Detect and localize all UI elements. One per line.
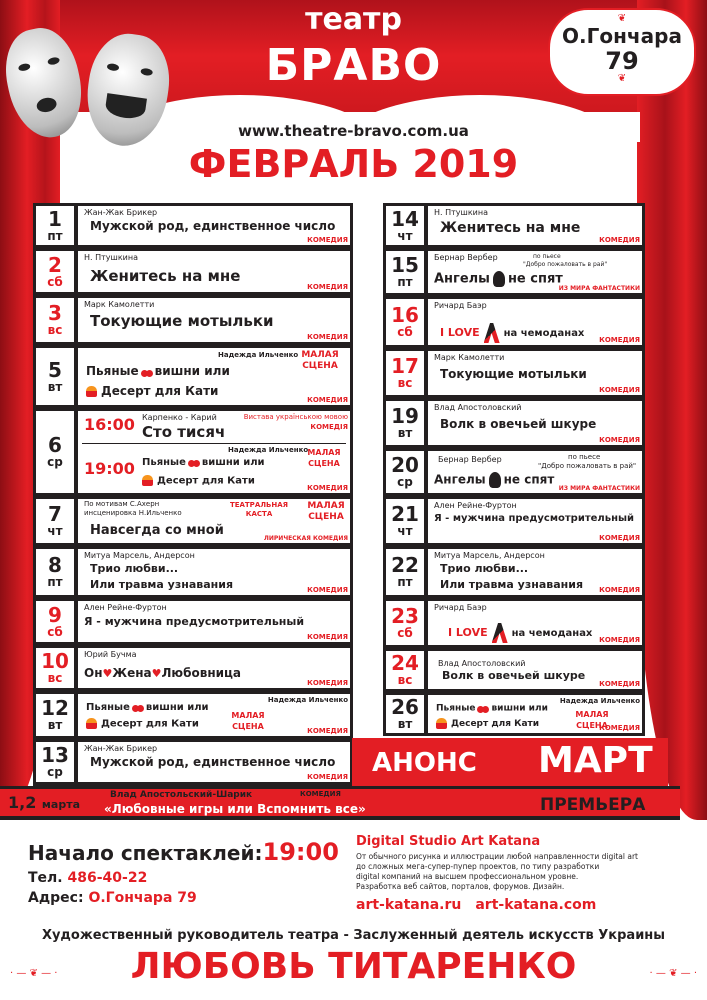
source-note: по пьесе <box>568 453 601 461</box>
show-cell[interactable] <box>428 206 642 245</box>
schedule-row <box>33 203 353 248</box>
author: Марк Камолетти <box>434 353 505 362</box>
contact-info <box>28 838 339 906</box>
genre: КОМЕДИЯ <box>307 396 348 404</box>
weekday: пт <box>397 275 413 289</box>
day-number: 14 <box>391 206 419 231</box>
cake-icon <box>86 718 97 729</box>
weekday: сб <box>397 325 413 339</box>
day-cell <box>386 499 424 543</box>
author: Ален Рейне-Фуртон <box>434 501 517 510</box>
play-title: Я - мужчина предусмотрительный <box>84 615 305 628</box>
day-number: 9 <box>48 602 62 627</box>
genre: ИЗ МИРА ФАНТАСТИКИ <box>558 485 640 492</box>
play-title-part: вишни или <box>154 364 230 378</box>
show-cell[interactable] <box>428 695 642 733</box>
author: Влад Апостоловский <box>438 659 526 668</box>
day-cell <box>36 499 74 543</box>
troupe-label: ТЕАТРАЛЬНАЯ КАСТА <box>229 501 289 518</box>
show-cell[interactable] <box>78 206 350 245</box>
source-note: по пьесе <box>533 253 561 260</box>
show-time: 16:00 <box>84 415 135 434</box>
announcement-label: АНОНС <box>372 748 477 778</box>
day-cell <box>36 298 74 342</box>
angel-icon <box>489 472 501 488</box>
day-cell <box>36 206 74 245</box>
day-number: 26 <box>391 695 419 719</box>
show-cell[interactable] <box>78 411 350 493</box>
theatre-word: театр <box>305 2 402 37</box>
schedule-row <box>383 296 645 348</box>
schedule-row <box>383 348 645 398</box>
schedule-row <box>383 448 645 496</box>
genre: КОМЕДИЯ <box>307 586 348 594</box>
schedule-row <box>383 546 645 598</box>
studio-name: Digital Studio Art Katana <box>356 834 541 849</box>
day-number: 23 <box>391 604 419 628</box>
weekday: сб <box>397 626 413 640</box>
genre: КОМЕДИЯ <box>307 333 348 341</box>
address-value: О.Гончара 79 <box>88 890 197 906</box>
author: Карпенко - Карий <box>142 413 217 422</box>
play-title: Мужской род, единственное число <box>90 219 336 233</box>
play-title-part: Пьяные <box>142 457 186 468</box>
dancers-icon <box>484 323 500 343</box>
weekday: чт <box>397 228 413 243</box>
show-cell[interactable] <box>78 601 350 642</box>
director-title: Художественный руководитель театра - Заслуженный деятель искусств Украины <box>41 928 666 943</box>
genre: КОМЕДИЯ <box>307 679 348 687</box>
show-cell[interactable] <box>428 351 642 395</box>
premiere-author: Влад Апостольский-Шарик <box>110 790 253 800</box>
show-cell[interactable] <box>78 549 350 595</box>
day-cell <box>386 251 424 293</box>
weekday: чт <box>397 524 413 538</box>
author: Юрий Бучма <box>84 650 137 659</box>
premiere-genre: КОМЕДИЯ <box>300 790 341 798</box>
day-number: 12 <box>41 696 69 720</box>
schedule-row <box>383 648 645 692</box>
play-title-part: вишни или <box>145 702 209 713</box>
schedule-row <box>33 408 353 496</box>
author: Ричард Баэр <box>434 603 487 612</box>
show-cell[interactable] <box>428 451 642 493</box>
play-title-part: на чемоданах <box>503 328 585 339</box>
heart-icon: ♥ <box>102 667 113 680</box>
announcement-banner <box>352 738 668 790</box>
play-title: Токующие мотыльки <box>440 367 587 381</box>
weekday: вс <box>397 673 413 687</box>
play-title-part: Десерт для Кати <box>101 718 199 730</box>
scene-label: МАЛАЯ СЦЕНА <box>307 448 341 468</box>
author: Митуа Марсель, Андерсон <box>84 551 195 560</box>
day-cell <box>36 694 74 736</box>
day-cell <box>386 206 424 245</box>
schedule-row <box>33 248 353 295</box>
play-title-part: вишни или <box>201 457 265 468</box>
day-number: 22 <box>391 553 419 577</box>
author: Надежда Ильченко <box>218 351 299 359</box>
start-time: 19:00 <box>262 838 339 866</box>
genre: КОМЕДИЯ <box>599 534 640 542</box>
cherry-icon <box>141 367 153 377</box>
flourish-icon: · — ❦ — · <box>10 968 58 979</box>
ornament-icon: ❦ <box>617 13 627 24</box>
genre: ЛИРИЧЕСКАЯ КОМЕДИЯ <box>263 535 348 542</box>
show-cell[interactable] <box>428 499 642 543</box>
play-title: Волк в овечьей шкуре <box>440 417 597 431</box>
genre: КОМЕДИЯ <box>307 236 348 244</box>
play-title: Мужской род, единственное число <box>90 755 336 769</box>
play-title: Токующие мотыльки <box>90 312 274 330</box>
studio-desc-line: Разработка веб сайтов, порталов, форумов. Дизайн. <box>356 882 565 891</box>
schedule-row <box>33 598 353 645</box>
genre: КОМЕДИЯ <box>599 386 640 394</box>
play-title-part: Ангелы <box>434 271 490 287</box>
play-title: Сто тисяч <box>142 423 226 441</box>
play-title: Навсегда со мной <box>90 523 224 538</box>
play-title-part: не спят <box>503 472 555 487</box>
heart-icon: ♥ <box>151 667 162 680</box>
day-cell <box>386 299 424 345</box>
play-title: Волк в овечьей шкуре <box>442 669 586 682</box>
day-cell <box>36 549 74 595</box>
day-cell <box>386 351 424 395</box>
schedule-row <box>33 645 353 691</box>
show-cell[interactable] <box>78 648 350 688</box>
play-title-part: I LOVE <box>440 326 480 339</box>
show-cell[interactable] <box>78 348 350 405</box>
play-title-part: не спят <box>507 271 563 287</box>
play-title-part: на чемоданах <box>511 628 593 639</box>
phone-number[interactable]: 486-40-22 <box>67 870 148 886</box>
address-label: Адрес: <box>28 890 84 906</box>
play-title-part: Пьяные <box>86 364 139 378</box>
scene-label: МАЛАЯ СЦЕНА <box>307 501 345 522</box>
weekday: вт <box>397 717 413 731</box>
genre: КОМЕДИЯ <box>599 436 640 444</box>
schedule-row <box>33 691 353 739</box>
schedule-row <box>383 203 645 248</box>
play-title-part: Десерт для Кати <box>451 719 540 729</box>
cake-icon <box>142 475 153 486</box>
day-number: 20 <box>391 453 419 477</box>
flourish-icon: · — ❦ — · <box>649 968 697 979</box>
weekday: пт <box>47 575 63 589</box>
play-title-line: Трио любви... <box>440 562 529 575</box>
premiere-strip[interactable] <box>0 786 680 820</box>
angel-icon <box>493 271 505 287</box>
scene-label: МАЛАЯ СЦЕНА <box>231 711 265 731</box>
day-number: 5 <box>48 357 62 382</box>
author: Митуа Марсель, Андерсон <box>434 551 545 560</box>
play-title-line: Трио любви... <box>90 562 179 575</box>
schedule-row <box>33 739 353 785</box>
day-cell <box>386 601 424 645</box>
schedule-row <box>383 692 645 736</box>
weekday: вт <box>47 718 63 732</box>
play-title-part: Он <box>84 666 103 680</box>
day-number: 7 <box>48 502 62 526</box>
day-number: 16 <box>391 303 419 327</box>
weekday: пт <box>47 228 63 243</box>
studio-link-ru[interactable]: art-katana.ru <box>356 897 462 913</box>
announcement-month: МАРТ <box>538 740 653 781</box>
dancers-icon <box>492 623 508 643</box>
weekday: вс <box>47 671 63 685</box>
author: Марк Камолетти <box>84 300 155 309</box>
day-number: 1 <box>48 206 62 231</box>
play-title-part: Жена <box>112 666 152 680</box>
scene-label: МАЛАЯ СЦЕНА <box>575 710 609 730</box>
author: Ален Рейне-Фуртон <box>84 603 167 612</box>
day-number: 8 <box>48 553 62 577</box>
schedule-row <box>33 546 353 598</box>
day-cell <box>386 651 424 689</box>
author: Надежда Ильченко <box>267 696 348 704</box>
show-cell[interactable] <box>78 499 350 543</box>
studio-desc-line: до сложных мега-супер-пупер проектов, по типу разработки <box>356 862 600 871</box>
cherry-icon <box>132 702 144 712</box>
day-cell <box>36 251 74 292</box>
day-number: 6 <box>48 433 62 457</box>
play-title-part: Ангелы <box>434 472 486 487</box>
website-link[interactable]: www.theatre-bravo.com.ua <box>238 122 469 140</box>
day-number: 21 <box>391 502 419 526</box>
studio-description <box>356 852 696 892</box>
day-cell <box>36 742 74 782</box>
author: Н. Птушкина <box>434 208 488 217</box>
premiere-month: марта <box>41 798 81 811</box>
author: Жан-Жак Брикер <box>84 744 158 753</box>
weekday: ср <box>397 475 413 489</box>
weekday: ср <box>47 765 63 779</box>
day-number: 10 <box>41 649 69 673</box>
phone-label: Тел. <box>28 870 63 886</box>
premiere-title: «Любовные игры или Вспомнить все» <box>104 802 366 816</box>
day-number: 24 <box>391 651 419 675</box>
cherry-icon <box>477 703 489 713</box>
day-number: 2 <box>48 252 62 277</box>
address-badge <box>548 8 696 96</box>
day-number: 19 <box>391 404 419 428</box>
source-title: "Добро пожаловать в рай" <box>538 462 637 470</box>
genre: КОМЕДИЯ <box>599 236 640 244</box>
weekday: вт <box>397 426 413 440</box>
author: Жан-Жак Брикер <box>84 208 158 217</box>
genre: ИЗ МИРА ФАНТАСТИКИ <box>558 285 640 292</box>
day-cell <box>36 411 74 493</box>
author: По мотивам С.Ахерн <box>84 500 160 508</box>
studio-ad <box>356 834 696 913</box>
day-number: 15 <box>391 253 419 277</box>
schedule-left <box>33 203 353 788</box>
day-number: 17 <box>391 354 419 378</box>
schedule-right <box>383 203 645 736</box>
ornament-icon: ❦ <box>617 73 627 84</box>
month-title: ФЕВРАЛЬ 2019 <box>188 142 519 186</box>
day-number: 3 <box>48 301 62 325</box>
show-time: 19:00 <box>84 459 135 478</box>
author: Н. Птушкина <box>84 253 138 262</box>
studio-desc-line: digital компаний на высшем профессиональном уровне. <box>356 872 579 881</box>
show-cell[interactable] <box>428 549 642 595</box>
author: Надежда Ильченко <box>228 446 309 454</box>
genre: КОМЕДИЯ <box>307 484 348 492</box>
studio-link-com[interactable]: art-katana.com <box>475 897 597 913</box>
show-cell[interactable] <box>78 742 350 782</box>
genre: КОМЕДИЯ <box>599 680 640 688</box>
play-title-part: Пьяные <box>436 703 476 714</box>
genre: КОМЕДІЯ <box>310 423 348 431</box>
day-cell <box>386 401 424 445</box>
show-cell[interactable] <box>428 251 642 293</box>
day-cell <box>36 348 74 405</box>
play-title-line: Или травма узнавания <box>440 578 584 591</box>
source-title: "Добро пожаловать в рай" <box>523 261 608 268</box>
genre: КОМЕДИЯ <box>599 586 640 594</box>
weekday: вс <box>397 376 413 390</box>
play-title-line: Или травма узнавания <box>90 578 234 591</box>
studio-desc-line: От обычного рисунка и иллюстрации любой направленности digital art <box>356 852 638 861</box>
play-title-part: I LOVE <box>448 626 488 639</box>
language-note: Вистава українською мовою <box>243 413 348 421</box>
play-title: Я - мужчина предусмотрительный <box>434 513 635 524</box>
cherry-icon <box>188 457 200 467</box>
genre: КОМЕДИЯ <box>307 727 348 735</box>
author: Влад Апостоловский <box>434 403 522 412</box>
divider <box>82 443 346 444</box>
director-name: ЛЮБОВЬ ТИТАРЕНКО <box>130 946 577 987</box>
play-title-part: Любовница <box>161 666 242 680</box>
show-cell[interactable] <box>78 694 350 736</box>
schedule-row <box>383 598 645 648</box>
weekday: сб <box>47 624 63 639</box>
premiere-dates: 1,2 <box>8 793 37 812</box>
show-cell[interactable] <box>428 401 642 445</box>
show-cell[interactable] <box>78 298 350 342</box>
author: Ричард Баэр <box>434 301 487 310</box>
theatre-name: БРАВО <box>265 40 442 91</box>
day-cell <box>386 695 424 733</box>
author: Надежда Ильченко <box>559 697 640 705</box>
day-cell <box>36 601 74 642</box>
genre: КОМЕДИЯ <box>599 336 640 344</box>
weekday: чт <box>47 524 63 538</box>
weekday: ср <box>47 455 63 469</box>
schedule-row <box>33 295 353 345</box>
schedule-row <box>33 496 353 546</box>
day-cell <box>386 451 424 493</box>
play-title: Женитесь на мне <box>90 267 241 285</box>
schedule-row <box>383 496 645 546</box>
play-title-part: Десерт для Кати <box>101 384 219 398</box>
day-cell <box>36 648 74 688</box>
author: Бернар Вербер <box>434 253 498 262</box>
weekday: вт <box>47 379 63 394</box>
cake-icon <box>86 386 97 397</box>
weekday: пт <box>397 575 413 589</box>
cake-icon <box>436 718 447 729</box>
play-title-part: Десерт для Кати <box>157 475 255 487</box>
day-cell <box>386 549 424 595</box>
show-cell[interactable] <box>78 251 350 292</box>
scene-label: МАЛАЯ СЦЕНА <box>301 350 339 371</box>
start-label: Начало спектаклей: <box>28 841 263 865</box>
genre: КОМЕДИЯ <box>307 633 348 641</box>
day-number: 13 <box>41 743 69 767</box>
adaptation-credit: инсценировка Н.Ильченко <box>84 509 182 517</box>
show-cell[interactable] <box>428 299 642 345</box>
schedule-row <box>383 248 645 296</box>
schedule-row <box>383 398 645 448</box>
play-title: Женитесь на мне <box>440 220 581 236</box>
weekday: сб <box>47 274 63 289</box>
author: Бернар Вербер <box>438 455 502 464</box>
genre: КОМЕДИЯ <box>599 636 640 644</box>
address-badge-number: 79 <box>605 47 639 75</box>
genre: КОМЕДИЯ <box>307 773 348 781</box>
show-cell[interactable] <box>428 651 642 689</box>
genre: КОМЕДИЯ <box>599 724 640 732</box>
show-cell[interactable] <box>428 601 642 645</box>
premiere-badge: ПРЕМЬЕРА <box>540 795 646 815</box>
genre: КОМЕДИЯ <box>307 283 348 291</box>
play-title-part: вишни или <box>491 703 548 714</box>
weekday: вс <box>47 323 63 337</box>
address-badge-street: О.Гончара <box>562 24 682 48</box>
play-title-part: Пьяные <box>86 702 130 713</box>
schedule-row <box>33 345 353 408</box>
